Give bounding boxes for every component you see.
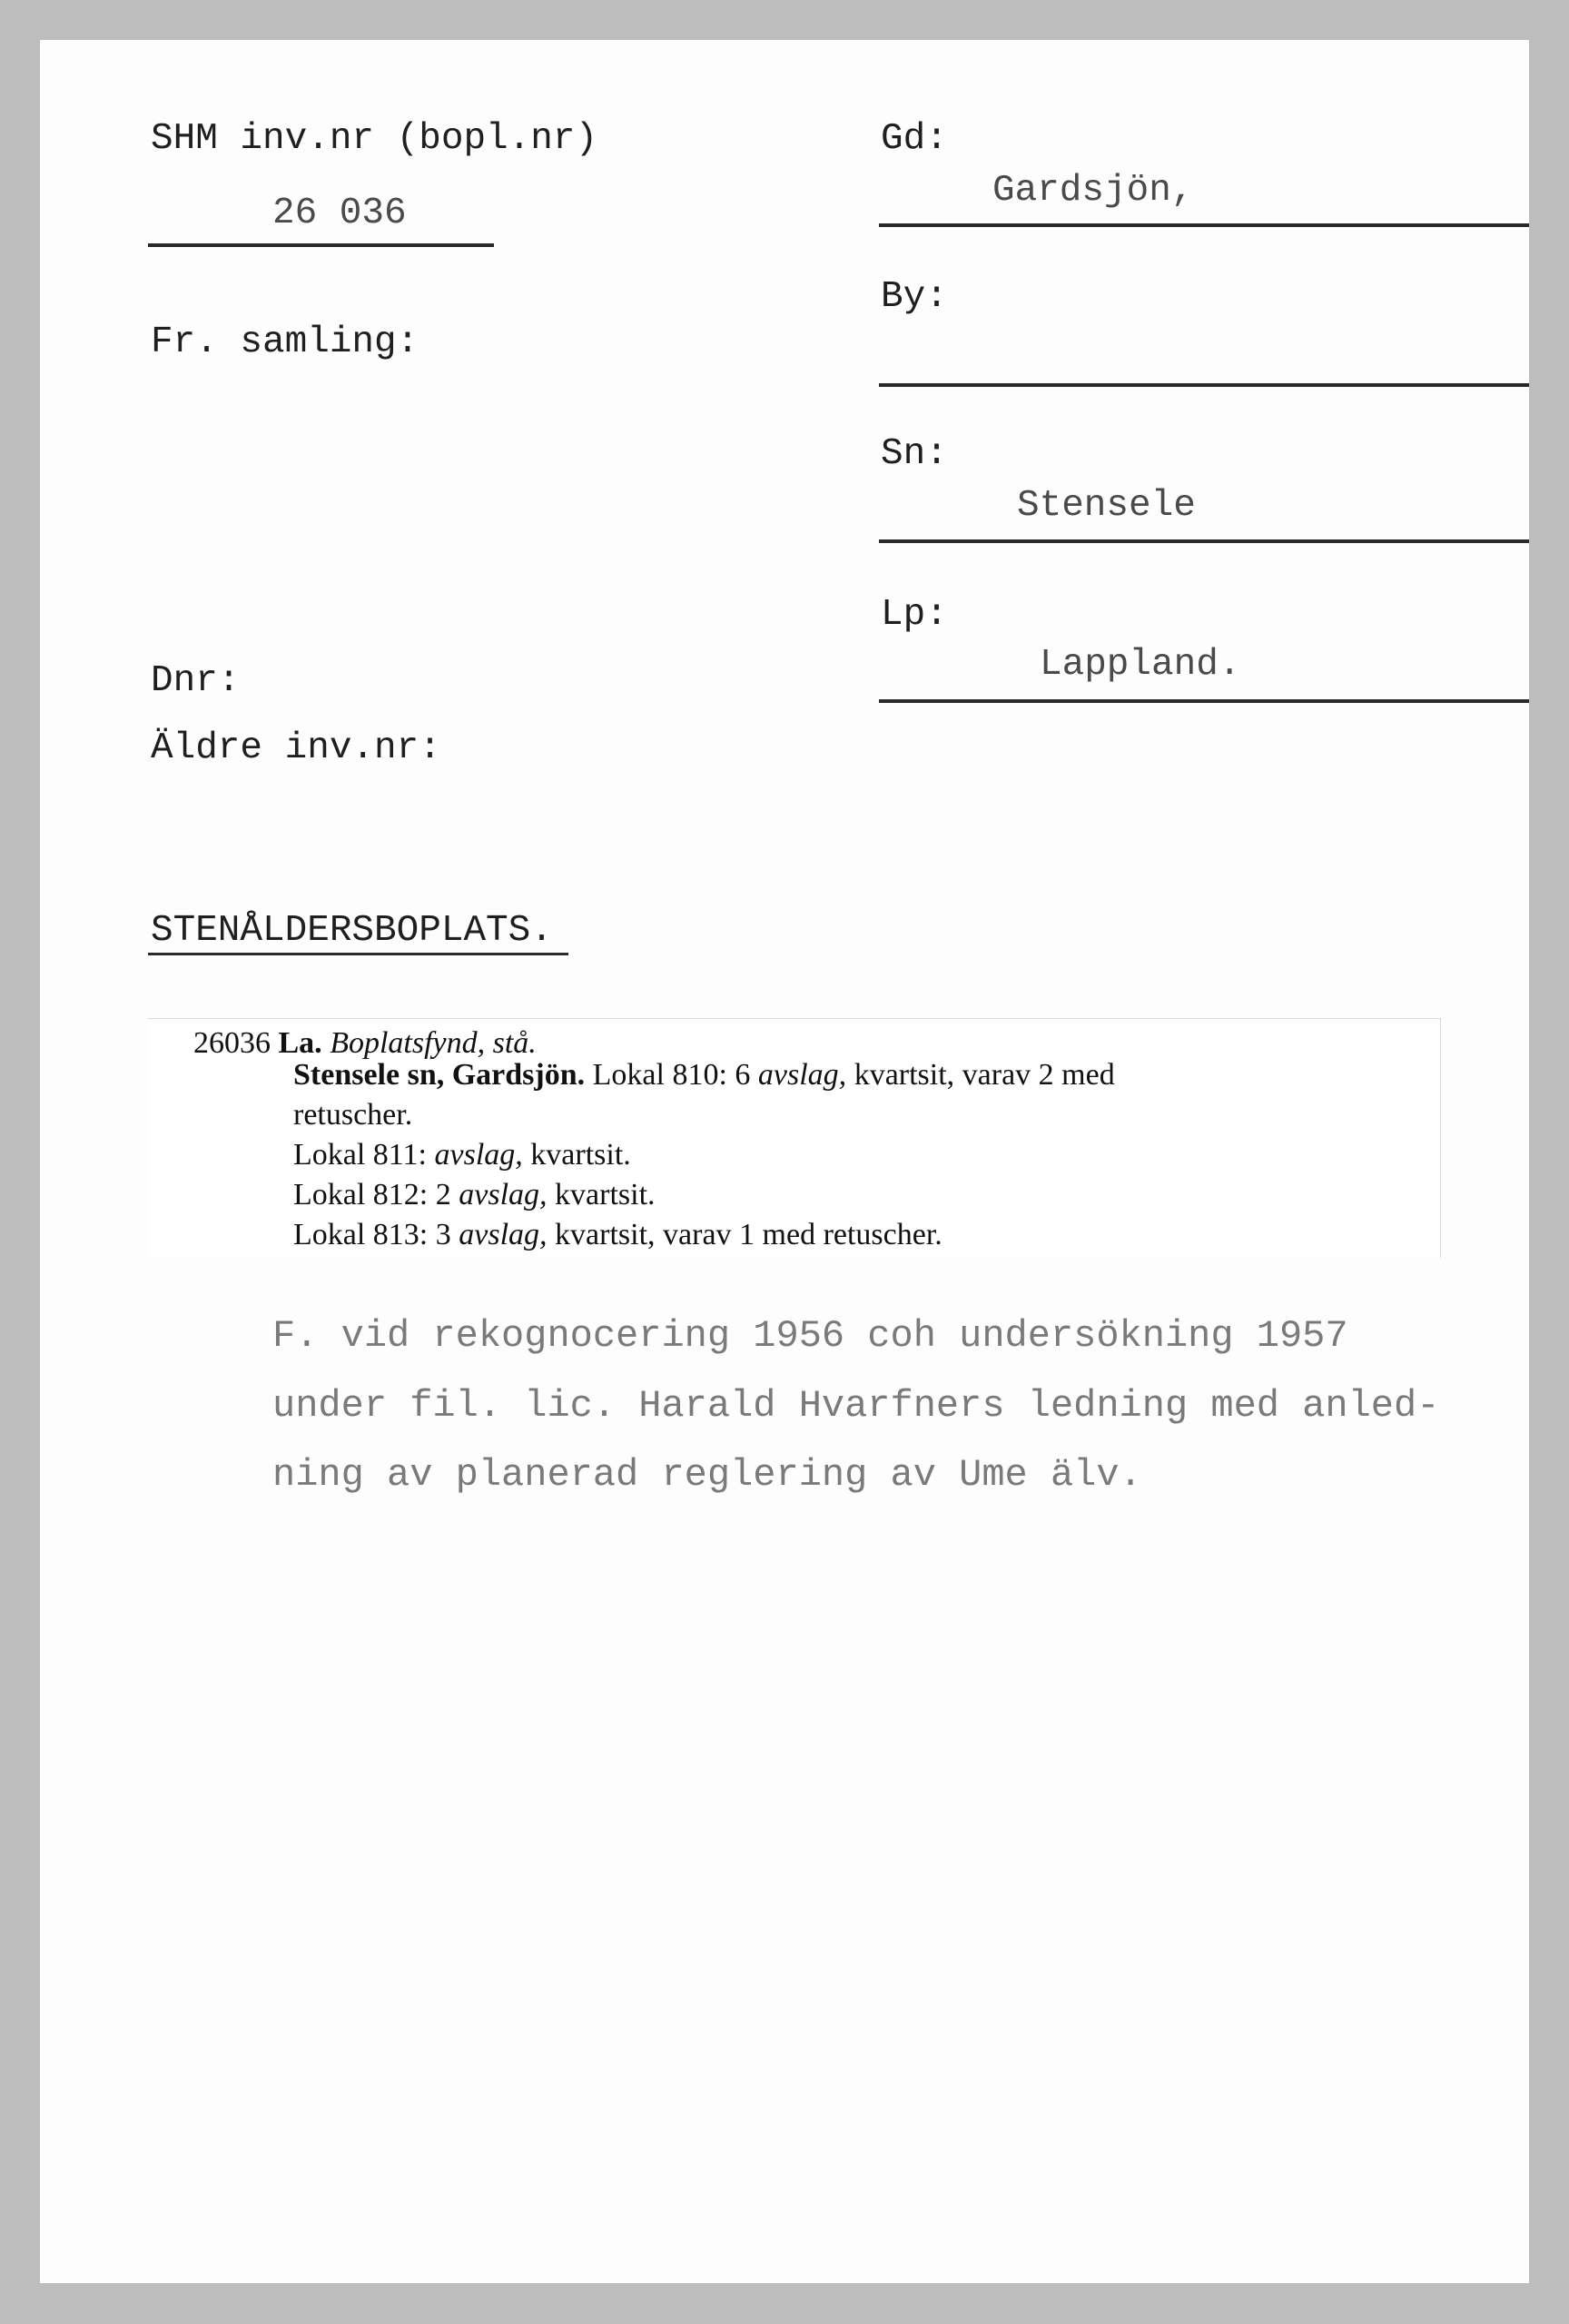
clipping-text: kvartsit. [555,1178,656,1211]
sn-value: Stensele [1017,485,1196,527]
clipping-text: Lokal 812: 2 [293,1178,451,1211]
clipping-type: Boplatsfynd, stå. [330,1026,537,1060]
dnr-label: Dnr: [151,660,241,702]
clipping-text: kvartsit. [530,1138,631,1172]
by-label: By: [881,276,948,318]
clipping-term: avslag, [459,1218,548,1251]
clipping-text: kvartsit, varav 2 med [854,1058,1115,1092]
printed-clipping [148,1018,1441,1258]
gd-value: Gardsjön, [992,170,1194,212]
lp-label: Lp: [881,594,948,636]
clipping-text: Lokal 811: [293,1138,427,1172]
clipping-text: kvartsit, varav 1 med retuscher. [555,1218,942,1251]
clipping-line-6 [293,1220,942,1251]
clipping-term: avslag, [434,1138,523,1172]
clipping-line-1 [193,1028,537,1059]
inv-nr-value: 26 036 [272,193,407,234]
note-line-1: F. vid rekognocering 1956 coh undersökning 1957 [272,1314,1348,1358]
clipping-text: Lokal 810: 6 [592,1058,751,1092]
gd-label: Gd: [881,118,948,160]
clipping-line-3 [293,1100,412,1131]
clipping-text: retuscher. [293,1098,413,1132]
aldre-inv-nr-label: Äldre inv.nr: [151,727,441,769]
clipping-text: Lokal 813: 3 [293,1218,451,1251]
clipping-place: Stensele sn, Gardsjön. [293,1058,586,1092]
note-line-2: under fil. lic. Harald Hvarfners ledning med anled- [272,1384,1440,1428]
sn-underline [879,539,1529,543]
inv-nr-label: SHM inv.nr (bopl.nr) [151,118,598,160]
clipping-line-4 [293,1140,631,1171]
clipping-term: avslag, [459,1178,548,1211]
clipping-number: 26036 [193,1026,271,1060]
gd-underline [879,223,1529,227]
clipping-province: La. [278,1026,322,1060]
lp-underline [879,699,1529,703]
by-underline [879,383,1529,387]
inv-nr-underline [148,243,494,247]
clipping-line-2 [293,1060,1115,1091]
lp-value: Lappland. [1040,644,1241,686]
fr-samling-label: Fr. samling: [151,321,419,363]
clipping-line-5 [293,1180,656,1211]
clipping-term: avslag, [757,1058,847,1092]
category-underline [148,953,568,955]
category-heading: STENÅLDERSBOPLATS. [151,910,553,952]
note-line-3: ning av planerad reglering av Ume älv. [272,1453,1142,1497]
sn-label: Sn: [881,433,948,475]
